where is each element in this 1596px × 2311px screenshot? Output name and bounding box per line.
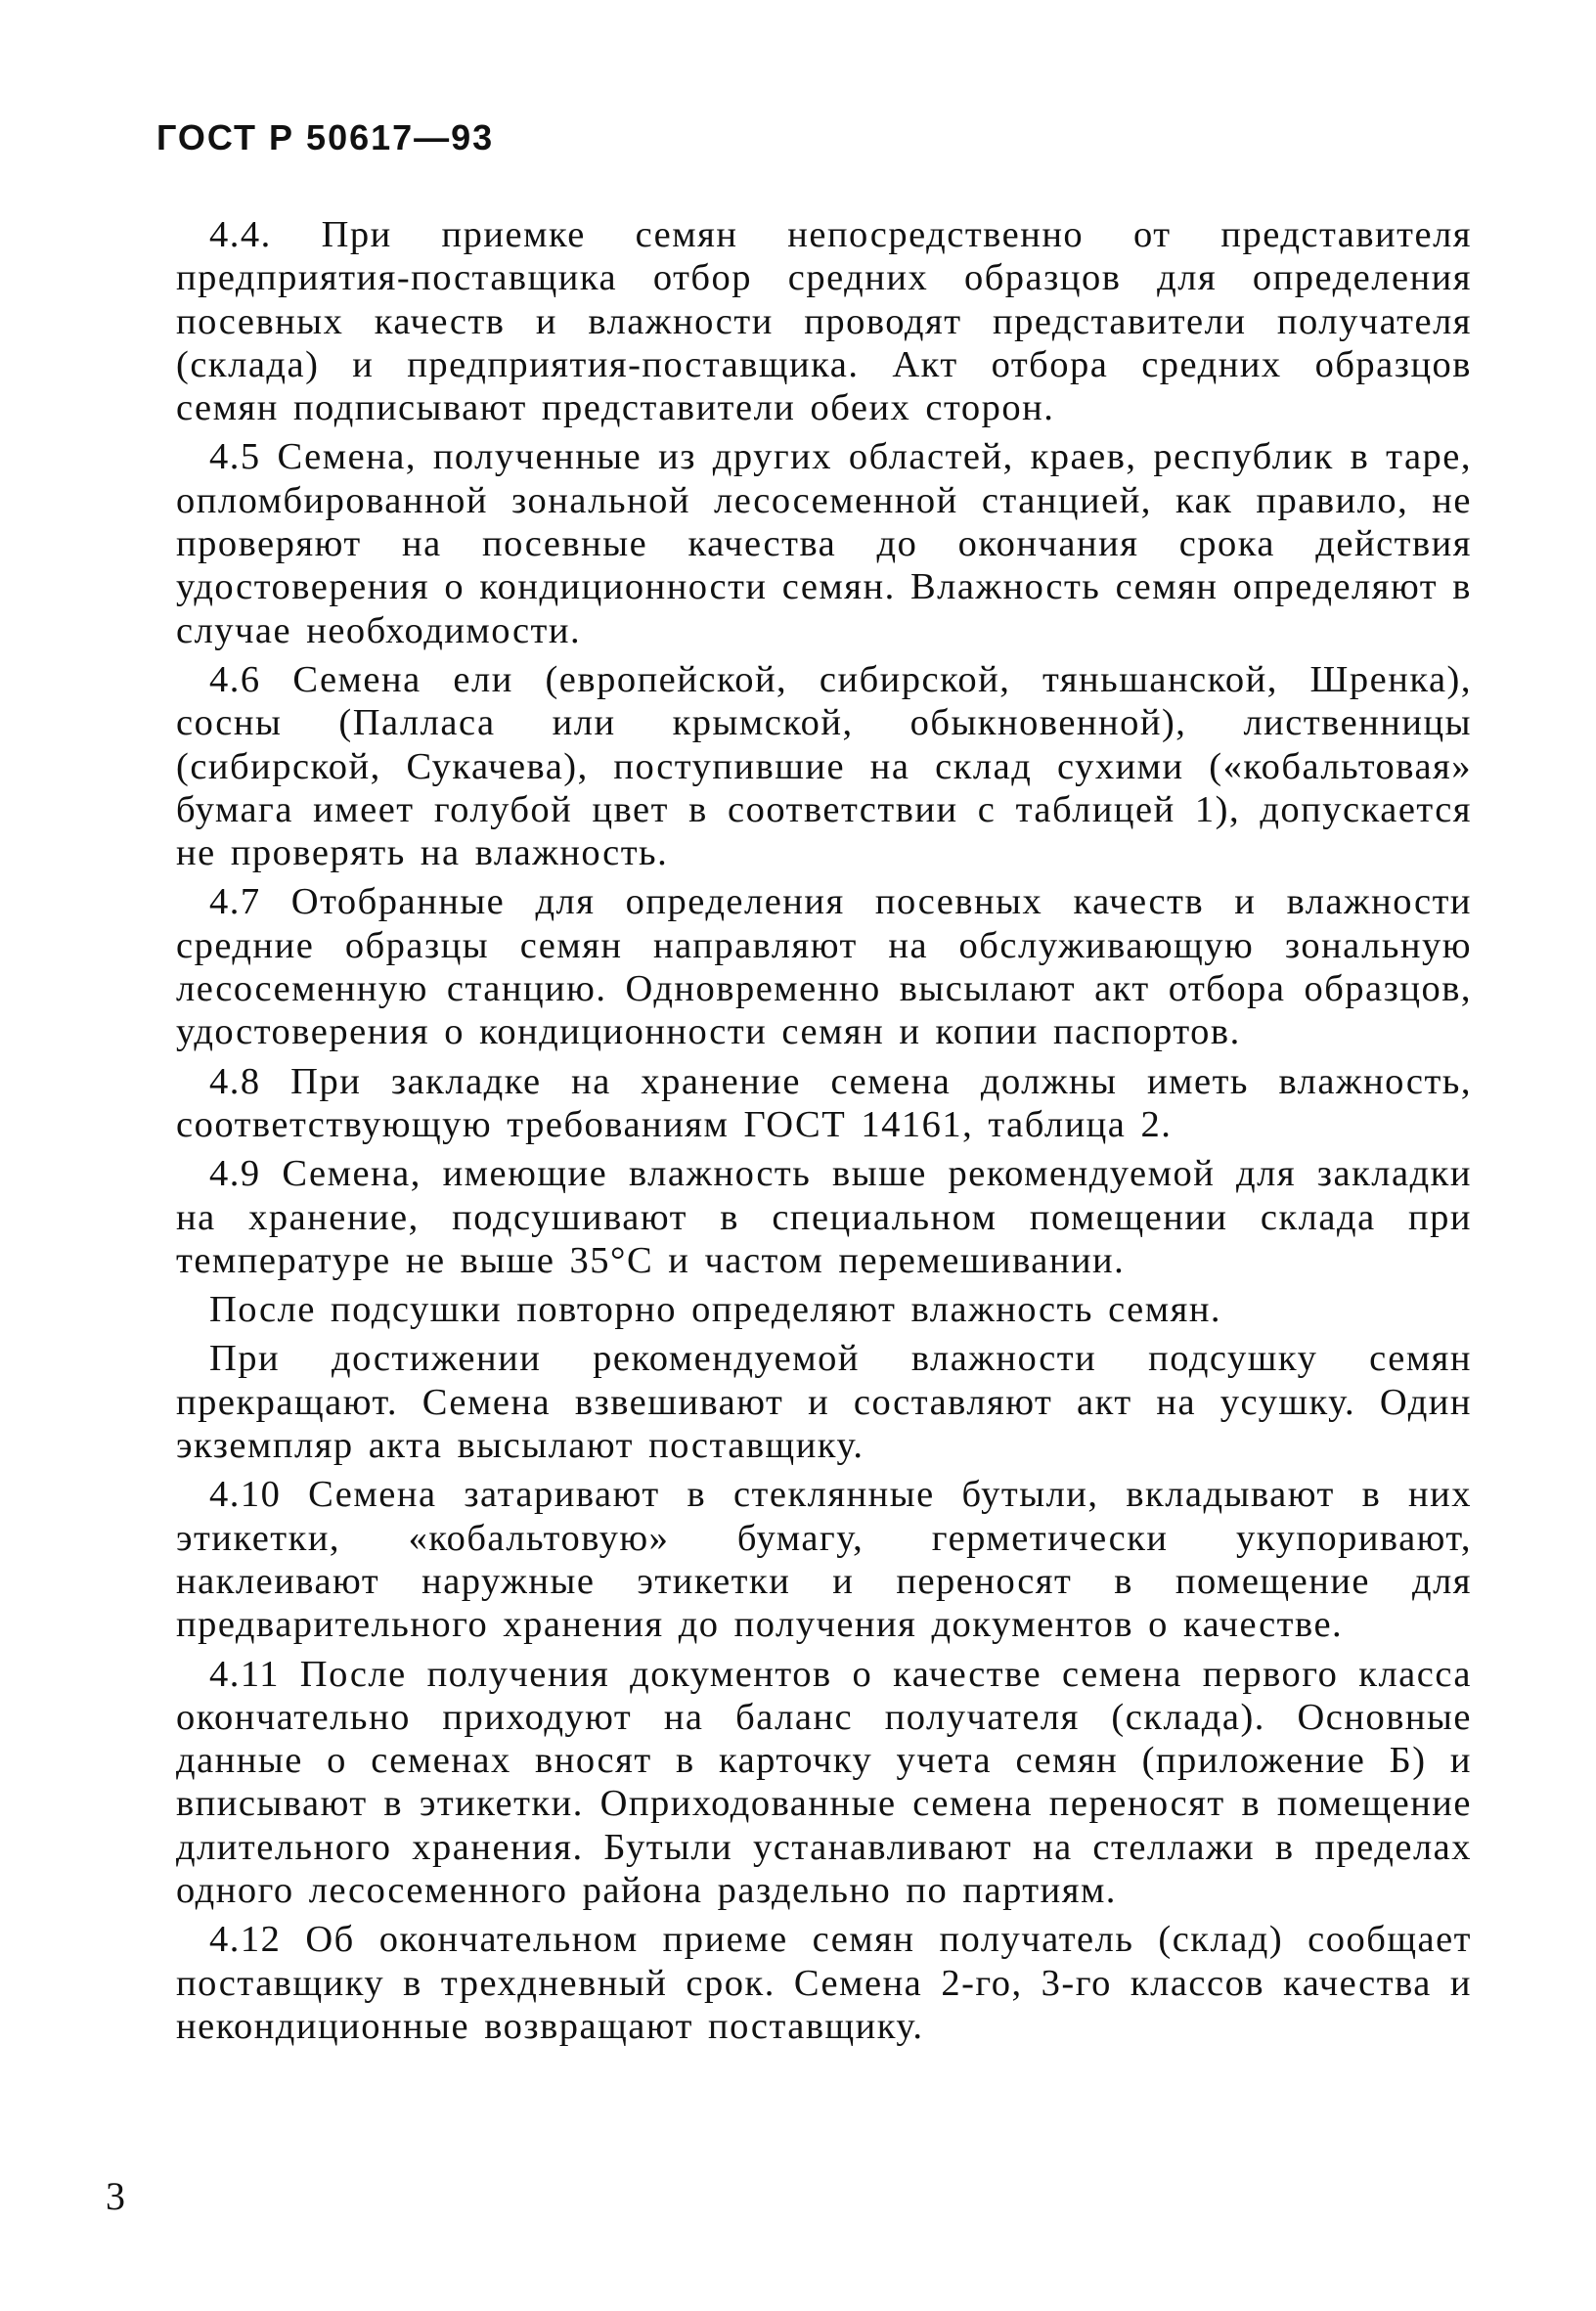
paragraph-4-7: 4.7 Отобранные для определения посевных качеств и влажности средние образцы семян направляют на обслуживающую зональную лесосеменную станцию. Одновременно высылают акт отбора образцов, удостоверения о кондиционности семян и копии паспортов. <box>176 881 1472 1053</box>
paragraph-4-9-drying-check: После подсушки повторно определяют влажность семян. <box>209 1289 1222 1331</box>
paragraph-4-5: 4.5 Семена, полученные из других областей, краев, республик в таре, опломбированной зональной лесосеменной станцией, как правило, не проверяют на посевные качества до окончания срока действия удостоверения о кондиционности семян. Влажность семян определяют в случае необходимости. <box>176 436 1472 651</box>
standard-code-header: ГОСТ Р 50617—93 <box>156 117 495 157</box>
paragraph-4-9-drying-stop: При достижении рекомендуемой влажности подсушку семян прекращают. Семена взвешивают и составляют акт на усушку. Один экземпляр акта высылают поставщику. <box>176 1338 1472 1467</box>
document-body <box>176 213 1472 2054</box>
paragraph-4-6: 4.6 Семена ели (европейской, сибирской, тяньшанской, Шренка), сосны (Палласа или крымской, обыкновенной), лиственницы (сибирской, Сукачева), поступившие на склад сухими («кобальтовая» бумага имеет голубой цвет в соответствии с таблицей 1), допускается не проверять на влажность. <box>176 658 1472 874</box>
paragraph-4-4: 4.4. При приемке семян непосредственно от представителя предприятия-поставщика отбор средних образцов для определения посевных качеств и влажности проводят представители получателя (склада) и предприятия-поставщика. Акт отбора средних образцов семян подписывают представители обеих сторон. <box>176 214 1472 429</box>
paragraph-4-10: 4.10 Семена затаривают в стеклянные бутыли, вкладывают в них этикетки, «кобальтовую» бумагу, герметически укупоривают, наклеивают наружные этикетки и переносят в помещение для предварительного хранения до получения документов о качестве. <box>176 1474 1472 1646</box>
page-number: 3 <box>106 2174 125 2218</box>
paragraph-4-8: 4.8 При закладке на хранение семена должны иметь влажность, соответствующую требованиям ГОСТ 14161, таблица 2. <box>176 1060 1472 1145</box>
paragraph-4-9: 4.9 Семена, имеющие влажность выше рекомендуемой для закладки на хранение, подсушивают в специальном помещении склада при температуре не выше 35°С и частом перемешивании. <box>176 1153 1472 1281</box>
paragraph-4-12: 4.12 Об окончательном приеме семян получатель (склад) сообщает поставщику в трехдневный срок. Семена 2-го, 3-го классов качества и некондиционные возвращают поставщику. <box>176 1919 1472 2047</box>
paragraph-4-11: 4.11 После получения документов о качестве семена первого класса окончательно приходуют на баланс получателя (склада). Основные данные о семенах вносят в карточку учета семян (приложение Б) и вписывают в этикетки. Оприходованные семена переносят в помещение длительного хранения. Бутыли устанавливают на стеллажи в пределах одного лесосеменного района раздельно по партиям. <box>176 1653 1472 1911</box>
